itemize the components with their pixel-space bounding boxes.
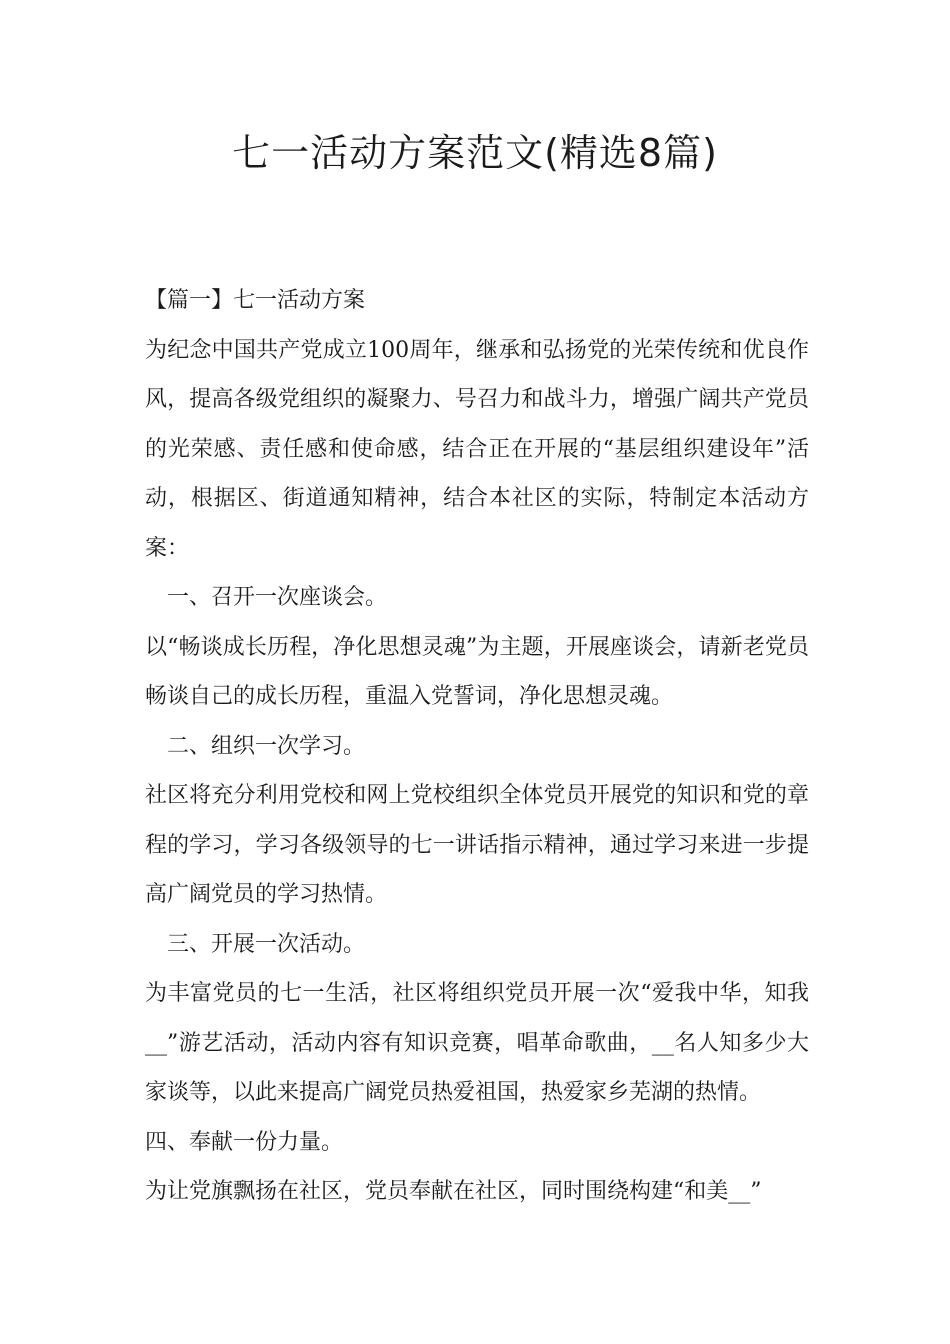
list-item-heading: 四、奉献一份力量。 [145, 1129, 344, 1155]
list-item-heading: 一、召开一次座谈会。 [167, 585, 388, 610]
paragraph: 为丰富党员的七一生活，社区将组织党员开展一次“爱我中华，知我__”游艺活动，活动内容有知识竞赛，唱革命歌曲，__名人知多少大家谈等，以此来提高广阔党员热爱祖国，热爱家乡芜湖的热情。 [145, 981, 809, 1105]
list-item-heading: 三、开展一次活动。 [167, 931, 366, 957]
list-item-heading: 二、组织一次学习。 [167, 733, 366, 759]
document-title: 七一活动方案范文(精选8篇) [232, 131, 718, 175]
paragraph: 社区将充分利用党校和网上党校组织全体党员开展党的知识和党的章程的学习，学习各级领导的七一讲话指示精神，通过学习来进一步提高广阔党员的学习热情。 [145, 783, 809, 907]
document-body [145, 276, 809, 1217]
section-heading: 【篇一】七一活动方案 [145, 288, 366, 313]
paragraph: 以“畅谈成长历程，净化思想灵魂”为主题，开展座谈会，请新老党员畅谈自己的成长历程，重温入党誓词，净化思想灵魂。 [145, 634, 809, 709]
paragraph: 为让党旗飘扬在社区，党员奉献在社区，同时围绕构建“和美__” [145, 1179, 762, 1204]
paragraph: 为纪念中国共产党成立100周年，继承和弘扬党的光荣传统和优良作风，提高各级党组织的凝聚力、号召力和战斗力，增强广阔共产党员的光荣感、责任感和使命感，结合正在开展的“基层组织建设年”活动，根据区、街道通知精神，结合本社区的实际，特制定本活动方案： [145, 337, 809, 561]
